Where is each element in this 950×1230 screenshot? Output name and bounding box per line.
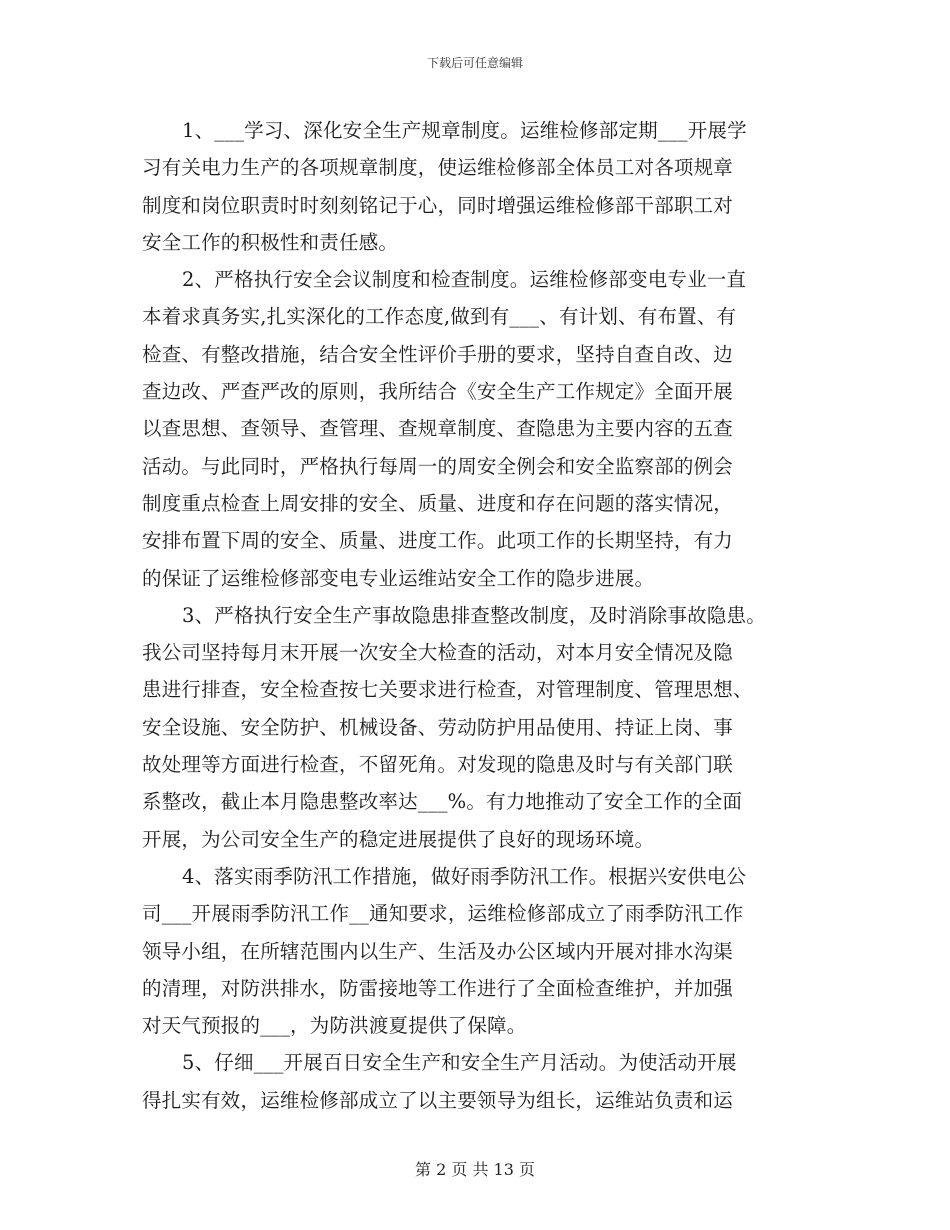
paragraph-2-line: 活动。与此同时，严格执行每周一的周安全例会和安全监察部的例会	[142, 454, 734, 478]
paragraph-3-line: 系整改，截止本月隐患整改率达___%。有力地推动了安全工作的全面	[142, 790, 743, 814]
paragraph-4-line: 4、落实雨季防汛工作措施，做好雨季防汛工作。根据兴安供电公	[182, 864, 747, 888]
paragraph-2-line: 查边改、严查严改的原则，我所结合《安全生产工作规定》全面开展	[142, 380, 734, 404]
paragraph-4-line: 对天气预报的___，为防洪渡夏提供了保障。	[142, 1014, 527, 1038]
paragraph-2-line: 本着求真务实,扎实深化的工作态度,做到有___、有计划、有布置、有	[142, 305, 737, 329]
page-footer: 第 2 页 共 13 页	[415, 1160, 535, 1179]
paragraph-2-line: 以查思想、查领导、查管理、查规章制度、查隐患为主要内容的五查	[142, 417, 734, 441]
paragraph-3-line: 3、严格执行安全生产事故隐患排查整改制度，及时消除事故隐患。	[182, 603, 766, 627]
paragraph-5-line: 5、仔细___开展百日安全生产和安全生产月活动。为使活动开展	[182, 1051, 737, 1075]
paragraph-3-line: 开展，为公司安全生产的稳定进展提供了良好的现场环境。	[142, 827, 655, 851]
paragraph-2-line: 检查、有整改措施，结合安全性评价手册的要求，坚持自查自改、边	[142, 342, 734, 366]
header-note: 下载后可任意编辑	[426, 56, 523, 70]
paragraph-2-line: 2、严格执行安全会议制度和检查制度。运维检修部变电专业一直	[182, 268, 747, 292]
paragraph-1-line: 安全工作的积极性和责任感。	[142, 230, 399, 254]
paragraph-1-line: 1、___学习、深化安全生产规章制度。运维检修部定期___开展学	[182, 119, 747, 142]
paragraph-2-line: 的保证了运维检修部变电专业运维站安全工作的隐步进展。	[142, 566, 655, 590]
paragraph-1-line: 习有关电力生产的各项规章制度，使运维检修部全体员工对各项规章	[142, 156, 734, 180]
paragraph-3-line: 故处理等方面进行检查，不留死角。对发现的隐患及时与有关部门联	[142, 753, 734, 777]
paragraph-3-line: 我公司坚持每月末开展一次安全大检查的活动，对本月安全情况及隐	[142, 641, 734, 665]
paragraph-3-line: 患进行排查，安全检查按七关要求进行检查，对管理制度、管理思想、	[142, 678, 753, 702]
paragraph-4-line: 的清理，对防洪排水，防雷接地等工作进行了全面检查维护，并加强	[142, 976, 734, 1000]
paragraph-2-line: 制度重点检查上周安排的安全、质量、进度和存在问题的落实情况，	[142, 491, 734, 515]
paragraph-4-line: 司___开展雨季防汛工作__通知要求，运维检修部成立了雨季防汛工作	[142, 902, 744, 926]
paragraph-3-line: 安全设施、安全防护、机械设备、劳动防护用品使用、持证上岗、事	[142, 715, 734, 739]
paragraph-4-line: 领导小组，在所辖范围内以生产、生活及办公区域内开展对排水沟渠	[142, 939, 734, 963]
paragraph-1-line: 制度和岗位职责时时刻刻铭记于心，同时增强运维检修部干部职工对	[142, 193, 734, 217]
paragraph-2-line: 安排布置下周的安全、质量、进度工作。此项工作的长期坚持，有力	[142, 529, 734, 553]
paragraph-5-line: 得扎实有效，运维检修部成立了以主要领导为组长，运维站负责和运	[142, 1088, 734, 1112]
body-text	[142, 112, 812, 1119]
